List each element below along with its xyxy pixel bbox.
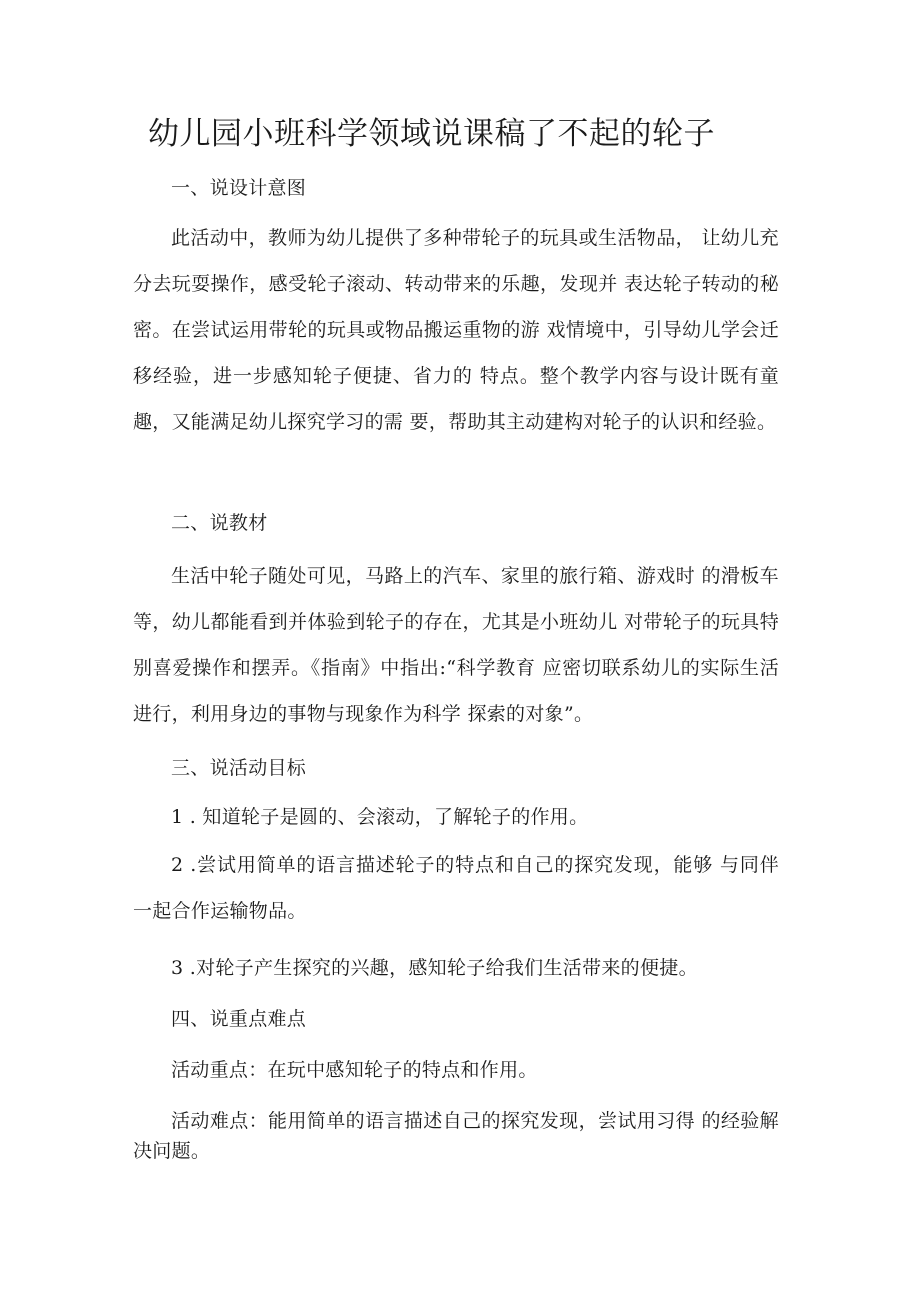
section2-heading: 二、说教材: [171, 512, 268, 534]
section3-heading: 三、说活动目标: [171, 757, 307, 779]
section1-paragraph: 此活动中，教师为幼儿提供了多种带轮子的玩具或生活物品， 让幼儿充分去玩耍操作，感受轮子滚动、转动带来的乐趣，发现并 表达轮子转动的秘密。在尝试运用带轮的玩具或物品搬运重物的游 戏情境中，引导幼儿学会迁移经验，进一步感知轮子便捷、省力的 特点。整个教学内容与设计既有童趣，又能满足幼儿探究学习的需 要，帮助其主动建构对轮子的认识和经验。: [133, 227, 779, 433]
document-title: 幼儿园小班科学领域说课稿了不起的轮子: [148, 116, 715, 152]
section4-heading: 四、说重点难点: [171, 1008, 307, 1030]
section1-heading: 一、说设计意图: [171, 177, 307, 199]
goal-3: 3 .对轮子产生探究的兴趣，感知轮子给我们生活带来的便捷。: [171, 957, 698, 979]
section2-paragraph: 生活中轮子随处可见，马路上的汽车、家里的旅行箱、游戏时 的滑板车等，幼儿都能看到并体验到轮子的存在，尤其是小班幼儿 对带轮子的玩具特别喜爱操作和摆弄。《指南》中指出:“科学教育 应密切联系幼儿的实际生活进行，利用身边的事物与现象作为科学 探索的对象”。: [133, 565, 779, 725]
goal-1: 1 . 知道轮子是圆的、会滚动，了解轮子的作用。: [171, 806, 589, 828]
key-point: 活动重点：在玩中感知轮子的特点和作用。: [171, 1059, 538, 1081]
goal-2: 2 .尝试用简单的语言描述轮子的特点和自己的探究发现，能够 与同伴一起合作运输物品。: [133, 854, 779, 922]
difficult-point: 活动难点：能用简单的语言描述自己的探究发现，尝试用习得 的经验解决问题。: [133, 1110, 779, 1162]
